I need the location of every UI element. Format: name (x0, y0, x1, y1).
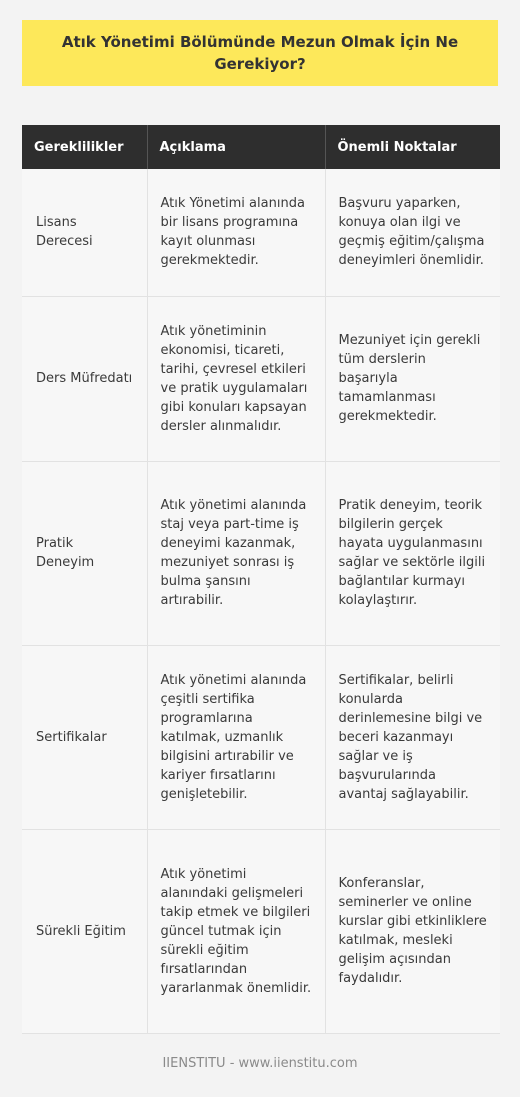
header-description: Açıklama (147, 125, 325, 169)
requirement-cell: Pratik Deneyim (22, 461, 147, 645)
requirements-table (22, 125, 500, 1034)
requirement-cell: Sertifikalar (22, 645, 147, 829)
notes-cell: Başvuru yaparken, konuya olan ilgi ve geçmiş eğitim/çalışma deneyimleri önemlidir. (325, 169, 500, 296)
requirement-cell: Lisans Derecesi (22, 169, 147, 296)
notes-cell: Sertifikalar, belirli konularda derinlemesine bilgi ve beceri kazanmayı sağlar ve iş başvurularında avantaj sağlayabilir. (325, 645, 500, 829)
table-header-row (22, 125, 500, 169)
description-cell: Atık yönetimi alanında staj veya part-time iş deneyimi kazanmak, mezuniyet sonrası iş bulma şansını artırabilir. (147, 461, 325, 645)
notes-cell: Konferanslar, seminerler ve online kurslar gibi etkinliklere katılmak, mesleki gelişim açısından faydalıdır. (325, 829, 500, 1033)
header-notes: Önemli Noktalar (325, 125, 500, 169)
table-row (22, 645, 500, 829)
description-cell: Atık yönetimi alanında çeşitli sertifika programlarına katılmak, uzmanlık bilgisini artırabilir ve kariyer fırsatlarını genişletebilir. (147, 645, 325, 829)
description-cell: Atık yönetiminin ekonomisi, ticareti, tarihi, çevresel etkileri ve pratik uygulamaları gibi konuları kapsayan dersler alınmalıdır. (147, 296, 325, 461)
requirement-cell: Ders Müfredatı (22, 296, 147, 461)
notes-cell: Pratik deneyim, teorik bilgilerin gerçek hayata uygulanmasını sağlar ve sektörle ilgili bağlantılar kurmayı kolaylaştırır. (325, 461, 500, 645)
title-banner (22, 20, 498, 86)
header-requirements: Gereklilikler (22, 125, 147, 169)
description-cell: Atık Yönetimi alanında bir lisans programına kayıt olunması gerekmektedir. (147, 169, 325, 296)
table-row (22, 169, 500, 296)
description-cell: Atık yönetimi alanındaki gelişmeleri takip etmek ve bilgileri güncel tutmak için sürekli eğitim fırsatlarından yararlanmak önemlidir. (147, 829, 325, 1033)
notes-cell: Mezuniyet için gerekli tüm derslerin başarıyla tamamlanması gerekmektedir. (325, 296, 500, 461)
footer-credit: IIENSTITU - www.iienstitu.com (162, 1056, 358, 1071)
table-row (22, 461, 500, 645)
page-title: Atık Yönetimi Bölümünde Mezun Olmak İçin Ne Gerekiyor? (61, 33, 459, 73)
requirement-cell: Sürekli Eğitim (22, 829, 147, 1033)
table-row (22, 296, 500, 461)
table-row (22, 829, 500, 1033)
